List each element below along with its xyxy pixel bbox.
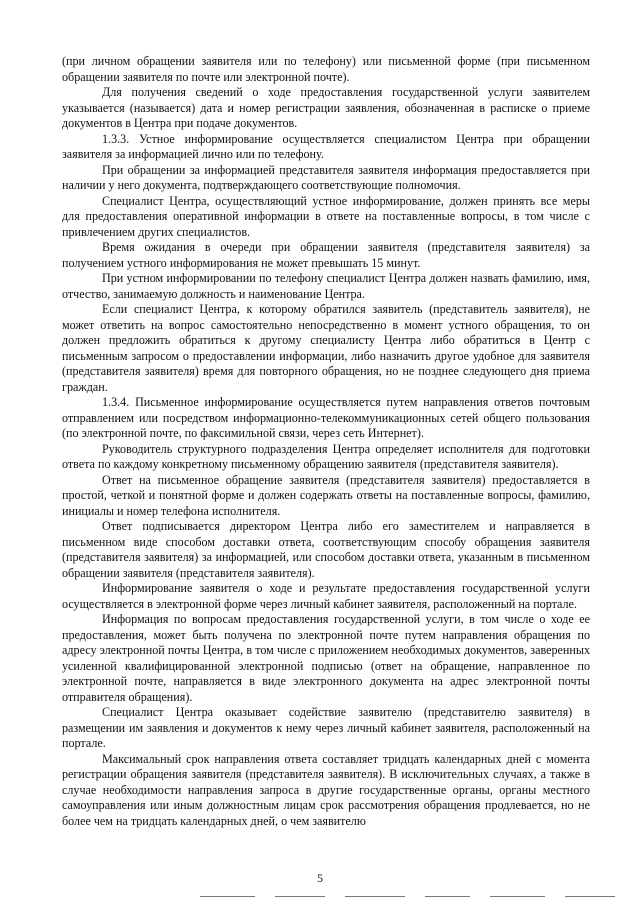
footer-line bbox=[275, 896, 325, 897]
paragraph-section-1-3-3: 1.3.3. Устное информирование осуществляется специалистом Центра при обращении заявителя за информацией лично или по телефону. bbox=[62, 131, 590, 161]
footer-line bbox=[425, 896, 470, 897]
paragraph: При устном информировании по телефону специалист Центра должен назвать фамилию, имя, отчество, занимаемую должность и наименование Центра. bbox=[62, 271, 590, 301]
paragraph: Время ожидания в очереди при обращении заявителя (представителя заявителя) за получением устного информирования не может превышать 15 минут. bbox=[62, 240, 590, 270]
paragraph: Ответ на письменное обращение заявителя (представителя заявителя) предоставляется в простой, четкой и понятной форме и должен содержать ответы на поставленные вопросы, фамилию, инициалы и номер телефона исполнителя. bbox=[62, 472, 590, 518]
paragraph-section-1-3-4: 1.3.4. Письменное информирование осуществляется путем направления ответов почтовым отправлением или посредством информационно-телекоммуникационных сетей общего пользования (по электронной почте, по факсимильной связи, через сеть Интернет). bbox=[62, 395, 590, 440]
footer-line bbox=[565, 896, 615, 897]
footer-line bbox=[490, 896, 545, 897]
paragraph: Информирование заявителя о ходе и результате предоставления государственной услуги осуществляется в электронной форме через личный кабинет заявителя, расположенный на портале. bbox=[62, 581, 590, 611]
paragraph: Если специалист Центра, к которому обратился заявитель (представитель заявителя), не может ответить на вопрос самостоятельно непосредственно в момент устного обращения, то он должен предложить обратиться к другому специалисту Центра либо обратиться в Центр с письменным запросом о предоставлении информации, либо назначить другое удобное для заявителя (представителя заявителя) время для повторного обращения, но не позднее следующего дня приема граждан. bbox=[62, 302, 590, 394]
document-body bbox=[62, 54, 590, 829]
paragraph: Для получения сведений о ходе предоставления государственной услуги заявителем указывается (называется) дата и номер регистрации заявления, обозначенная в расписке о приеме документов в Центра при подаче документов. bbox=[62, 85, 590, 130]
footer-line bbox=[200, 896, 255, 897]
paragraph: Ответ подписывается директором Центра либо его заместителем и направляется в письменном виде способом доставки ответа, соответствующим способу обращения заявителя (представителя заявителя) за информацией, или способом доставки ответа, указанным в письменном обращении заявителя (представителя заявителя). bbox=[62, 519, 590, 580]
paragraph: Специалист Центра, осуществляющий устное информирование, должен принять все меры для предоставления оперативной информации в ответе на поставленные вопросы, в том числе с привлечением других специалистов. bbox=[62, 193, 590, 239]
paragraph: Руководитель структурного подразделения Центра определяет исполнителя для подготовки ответа по каждому конкретному письменному обращению заявителя (представителя заявителя). bbox=[62, 441, 590, 471]
paragraph: При обращении за информацией представителя заявителя информация предоставляется при наличии у него документа, подтверждающего соответствующие полномочия. bbox=[62, 162, 590, 192]
paragraph-continuation: (при личном обращении заявителя или по телефону) или письменной форме (при письменном обращении заявителя по почте или электронной почте). bbox=[62, 54, 590, 84]
page-number: 5 bbox=[317, 871, 323, 885]
footer-scan-lines bbox=[200, 896, 620, 898]
paragraph: Специалист Центра оказывает содействие заявителю (представителю заявителя) в размещении им заявления и документов к нему через личный кабинет заявителя, расположенный на портале. bbox=[62, 705, 590, 750]
footer-line bbox=[345, 896, 405, 897]
paragraph: Информация по вопросам предоставления государственной услуги, в том числе о ходе ее предоставления, может быть получена по электронной почте путем направления обращения по адресу электронной почты Центра, в том числе с приложением необходимых документов, заверенных усиленной квалифицированной электронной подписью (ответ на обращение, направленное по электронной почте, направляется в виде электронного документа на адрес электронной почты отправителя обращения). bbox=[62, 612, 590, 704]
paragraph: Максимальный срок направления ответа составляет тридцать календарных дней с момента регистрации обращения заявителя (представителя заявителя). В исключительных случаях, а также в случае необходимости направления запроса в другие государственные органы, органы местного самоуправления или иным должностным лицам срок рассмотрения обращения продлевается, но не более чем на тридцать календарных дней, о чем заявителю bbox=[62, 751, 590, 828]
